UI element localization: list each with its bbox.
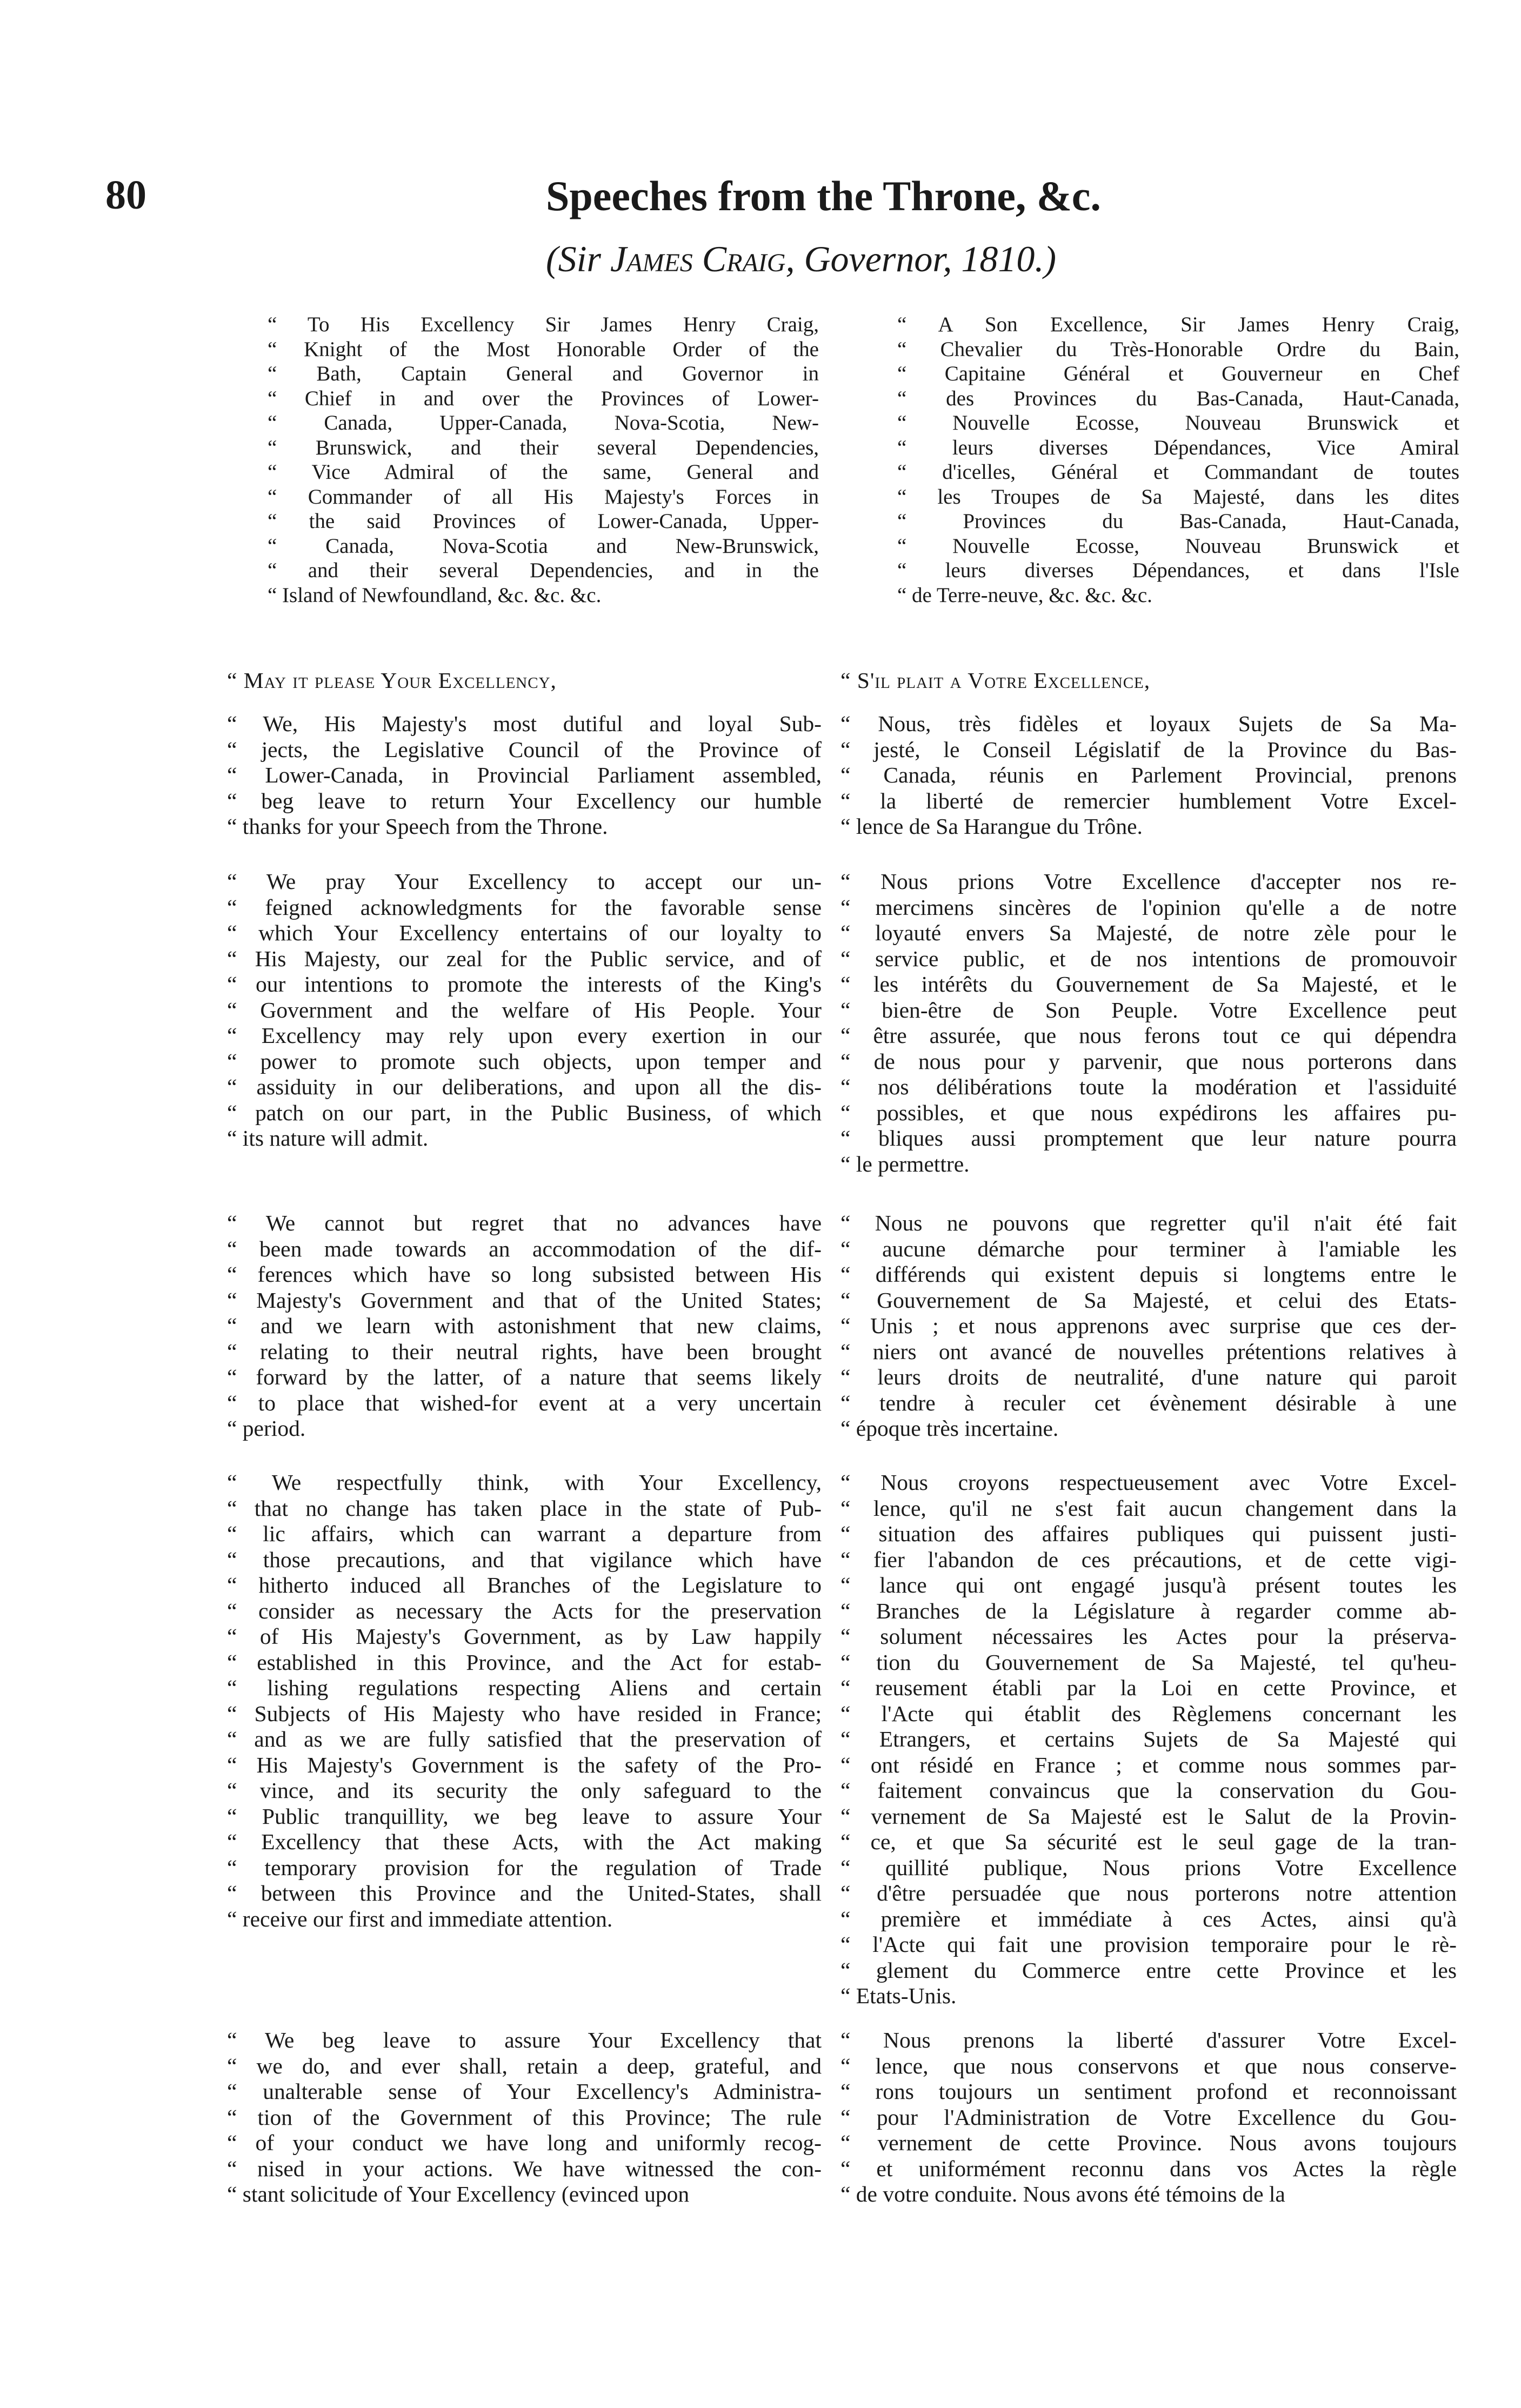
text-line: “ Etrangers, et certains Sujets de Sa Majesté qui: [840, 1727, 1457, 1751]
text-line: “ loyauté envers Sa Majesté, de notre zèle pour le: [840, 920, 1457, 945]
text-line: “ We beg leave to assure Your Excellency that: [227, 2028, 822, 2052]
text-line: “ Gouvernement de Sa Majesté, et celui des Etats-: [840, 1287, 1457, 1313]
text-line: “ situation des affaires publiques qui puissent justi-: [840, 1521, 1457, 1546]
text-line: “ la liberté de remercier humblement Votre Excel-: [840, 788, 1457, 813]
text-line: “ unalterable sense of Your Excellency's Administra-: [227, 2079, 822, 2104]
text-line: “ jesté, le Conseil Législatif de la Province du Bas-: [840, 737, 1457, 762]
text-line: “ leurs diverses Dépendances, Vice Amiral: [897, 436, 1459, 459]
text-line: “ être assurée, que nous ferons tout ce qui dépendra: [840, 1023, 1457, 1048]
text-line: “ vernement de Sa Majesté est le Salut de la Provin-: [840, 1803, 1457, 1829]
text-line: “ hitherto induced all Branches of the Legislature to: [227, 1573, 822, 1597]
text-line: “ niers ont avancé de nouvelles prétentions relatives à: [840, 1339, 1457, 1364]
text-line: “ Etats-Unis.: [840, 1983, 957, 2008]
text-line: “ le permettre.: [840, 1151, 970, 1176]
text-line: “ consider as necessary the Acts for the preservation: [227, 1598, 822, 1623]
text-line: “ We, His Majesty's most dutiful and loyal Sub-: [227, 711, 822, 736]
text-line: “ époque très incertaine.: [840, 1416, 1059, 1441]
subtitle-open: (Sir: [546, 238, 610, 279]
text-line: “ possibles, et que nous expédirons les affaires pu-: [840, 1100, 1457, 1125]
text-line: “ nised in your actions. We have witnessed the con-: [227, 2156, 822, 2181]
text-line: “ Canada, réunis en Parlement Provincial, prenons: [840, 762, 1457, 787]
text-line: “ Majesty's Government and that of the United States;: [227, 1287, 822, 1313]
text-line: “ established in this Province, and the Act for estab-: [227, 1649, 822, 1675]
french-paragraph: [840, 711, 1457, 840]
text-line: “ and we learn with astonishment that new claims,: [227, 1313, 822, 1338]
text-line: “ de nous pour y parvenir, que nous porterons dans: [840, 1048, 1457, 1074]
text-line: “ les intérêts du Gouvernement de Sa Majesté, et le: [840, 972, 1457, 996]
subtitle: [546, 238, 1056, 280]
english-address-block: [268, 312, 819, 607]
text-line: “ feigned acknowledgments for the favorable sense: [227, 894, 822, 920]
text-line: “ Nous, très fidèles et loyaux Sujets de Sa Ma-: [840, 711, 1457, 736]
text-line: “ des Provinces du Bas-Canada, Haut-Canada,: [897, 386, 1459, 410]
text-line: “ vernement de cette Province. Nous avons toujours: [840, 2130, 1457, 2155]
text-line: “ Unis ; et nous apprenons avec surprise que ces der-: [840, 1313, 1457, 1338]
text-line: “ quillité publique, Nous prions Votre Excellence: [840, 1855, 1457, 1880]
text-line: “ Provinces du Bas-Canada, Haut-Canada,: [897, 510, 1459, 533]
text-line: “ its nature will admit.: [227, 1126, 429, 1151]
text-line: “ Canada, Upper-Canada, Nova-Scotia, New-: [268, 411, 819, 434]
text-line: “ Canada, Nova-Scotia and New-Brunswick,: [268, 534, 819, 558]
text-line: “ l'Acte qui fait une provision temporaire pour le rè-: [840, 1932, 1457, 1957]
text-line: “ Nous prenons la liberté d'assurer Votre Excel-: [840, 2028, 1457, 2052]
text-line: “ tion du Gouvernement de Sa Majesté, tel qu'heu-: [840, 1649, 1457, 1675]
text-line: “ that no change has taken place in the state of Pub-: [227, 1495, 822, 1521]
text-line: “ bliques aussi promptement que leur nature pourra: [840, 1126, 1457, 1151]
page-number: 80: [105, 172, 146, 218]
french-paragraph: [840, 2028, 1457, 2208]
english-paragraph: [227, 869, 822, 1152]
text-line: “ service public, et de nos intentions de promouvoir: [840, 946, 1457, 971]
text-line: “ His Majesty, our zeal for the Public service, and of: [227, 946, 822, 971]
text-line: “ d'icelles, Général et Commandant de toutes: [897, 460, 1459, 484]
text-line: “ receive our first and immediate attention.: [227, 1906, 613, 1931]
text-line: “ Nouvelle Ecosse, Nouveau Brunswick et: [897, 411, 1459, 434]
salutation: “ May it please Your Excellency,: [227, 668, 557, 693]
text-line: “ Bath, Captain General and Governor in: [268, 362, 819, 385]
text-line: “ de Terre-neuve, &c. &c. &c.: [897, 583, 1152, 607]
text-line: “ d'être persuadée que nous porterons notre attention: [840, 1881, 1457, 1905]
french-salutation-block: [840, 668, 1457, 694]
text-line: “ nos délibérations toute la modération et l'assiduité: [840, 1074, 1457, 1099]
text-line: “ de votre conduite. Nous avons été témoins de la: [840, 2182, 1285, 2206]
salutation: “ S'il plait a Votre Excellence,: [840, 668, 1151, 693]
subtitle-name: James Craig: [610, 238, 786, 279]
text-line: “ patch on our part, in the Public Business, of which: [227, 1100, 822, 1125]
text-line: “ ont résidé en France ; et comme nous sommes par-: [840, 1752, 1457, 1777]
text-line: “ His Majesty's Government is the safety of the Pro-: [227, 1752, 822, 1777]
text-line: “ différends qui existent depuis si longtems entre le: [840, 1262, 1457, 1287]
english-paragraph: [227, 1470, 822, 1932]
text-line: “ lance qui ont engagé jusqu'à présent toutes les: [840, 1573, 1457, 1597]
text-line: “ assiduity in our deliberations, and upon all the dis-: [227, 1074, 822, 1099]
text-line: “ aucune démarche pour terminer à l'amiable les: [840, 1236, 1457, 1261]
french-paragraph: [840, 869, 1457, 1177]
text-line: “ Branches de la Législature à regarder comme ab-: [840, 1598, 1457, 1623]
text-line: “ been made towards an accommodation of the dif-: [227, 1236, 822, 1261]
text-line: “ Nous prions Votre Excellence d'accepter nos re-: [840, 869, 1457, 894]
text-line: “ Government and the welfare of His People. Your: [227, 997, 822, 1022]
text-line: “ Commander of all His Majesty's Forces in: [268, 485, 819, 509]
text-line: “ Nouvelle Ecosse, Nouveau Brunswick et: [897, 534, 1459, 558]
text-line: “ power to promote such objects, upon temper and: [227, 1048, 822, 1074]
french-paragraph: [840, 1210, 1457, 1442]
text-line: “ which Your Excellency entertains of our loyalty to: [227, 920, 822, 945]
text-line: “ les Troupes de Sa Majesté, dans les dites: [897, 485, 1459, 509]
running-title: Speeches from the Throne, &c.: [546, 172, 1101, 219]
text-line: “ première et immédiate à ces Actes, ainsi qu'à: [840, 1906, 1457, 1931]
text-line: “ Chief in and over the Provinces of Lower-: [268, 386, 819, 410]
text-line: “ period.: [227, 1416, 306, 1441]
text-line: “ We cannot but regret that no advances have: [227, 1210, 822, 1235]
french-address-block: [897, 312, 1459, 607]
english-salutation-block: [227, 668, 822, 694]
text-line: “ Island of Newfoundland, &c. &c. &c.: [268, 583, 602, 607]
english-paragraph: [227, 2028, 822, 2208]
text-line: “ l'Acte qui établit des Règlemens concernant les: [840, 1701, 1457, 1726]
text-line: “ those precautions, and that vigilance which have: [227, 1547, 822, 1572]
text-line: “ Brunswick, and their several Dependencies,: [268, 436, 819, 459]
text-line: “ Lower-Canada, in Provincial Parliament assembled,: [227, 762, 822, 787]
text-line: “ ce, et que Sa sécurité est le seul gage de la tran-: [840, 1829, 1457, 1854]
text-line: “ to place that wished-for event at a very uncertain: [227, 1390, 822, 1415]
text-line: “ faitement convaincus que la conservation du Gou-: [840, 1778, 1457, 1803]
text-line: “ lishing regulations respecting Aliens and certain: [227, 1675, 822, 1700]
text-line: “ our intentions to promote the interests of the King's: [227, 972, 822, 996]
french-paragraph: [840, 1470, 1457, 2009]
text-line: “ bien-être de Son Peuple. Votre Excellence peut: [840, 997, 1457, 1022]
text-line: “ stant solicitude of Your Excellency (evinced upon: [227, 2182, 690, 2206]
text-line: “ We respectfully think, with Your Excellency,: [227, 1470, 822, 1495]
text-line: “ Nous ne pouvons que regretter qu'il n'ait été fait: [840, 1210, 1457, 1235]
text-line: “ forward by the latter, of a nature that seems likely: [227, 1364, 822, 1389]
text-line: “ Knight of the Most Honorable Order of the: [268, 337, 819, 361]
text-line: “ lic affairs, which can warrant a departure from: [227, 1521, 822, 1546]
text-line: “ lence, qu'il ne s'est fait aucun changement dans la: [840, 1495, 1457, 1521]
text-line: “ tion of the Government of this Province; The rule: [227, 2104, 822, 2130]
text-line: “ lence, que nous conservons et que nous conserve-: [840, 2053, 1457, 2078]
text-line: “ Vice Admiral of the same, General and: [268, 460, 819, 484]
text-line: “ reusement établi par la Loi en cette Province, et: [840, 1675, 1457, 1700]
text-line: “ Excellency may rely upon every exertion in our: [227, 1023, 822, 1048]
text-line: “ jects, the Legislative Council of the Province of: [227, 737, 822, 762]
text-line: “ lence de Sa Harangue du Trône.: [840, 814, 1143, 839]
text-line: “ leurs diverses Dépendances, et dans l'Isle: [897, 559, 1459, 582]
text-line: “ ferences which have so long subsisted between His: [227, 1262, 822, 1287]
text-line: “ vince, and its security the only safeguard to the: [227, 1778, 822, 1803]
text-line: “ mercimens sincères de l'opinion qu'elle a de notre: [840, 894, 1457, 920]
text-line: “ Capitaine Général et Gouverneur en Chef: [897, 362, 1459, 385]
text-line: “ et uniformément reconnu dans vos Actes la règle: [840, 2156, 1457, 2181]
text-line: “ of His Majesty's Government, as by Law happily: [227, 1624, 822, 1649]
text-line: “ and as we are fully satisfied that the preservation of: [227, 1727, 822, 1751]
text-line: “ Subjects of His Majesty who have resided in France;: [227, 1701, 822, 1726]
text-line: “ thanks for your Speech from the Throne.: [227, 814, 608, 839]
text-line: “ Chevalier du Très-Honorable Ordre du Bain,: [897, 337, 1459, 361]
text-line: “ tendre à reculer cet évènement désirable à une: [840, 1390, 1457, 1415]
text-line: “ of your conduct we have long and uniformly recog-: [227, 2130, 822, 2155]
text-line: “ Public tranquillity, we beg leave to assure Your: [227, 1803, 822, 1829]
text-line: “ rons toujours un sentiment profond et reconnoissant: [840, 2079, 1457, 2104]
text-line: “ A Son Excellence, Sir James Henry Craig,: [897, 313, 1459, 336]
text-line: “ Excellency that these Acts, with the Act making: [227, 1829, 822, 1854]
english-paragraph: [227, 711, 822, 840]
text-line: “ Nous croyons respectueusement avec Votre Excel-: [840, 1470, 1457, 1495]
text-line: “ and their several Dependencies, and in the: [268, 559, 819, 582]
text-line: “ beg leave to return Your Excellency our humble: [227, 788, 822, 813]
text-line: “ fier l'abandon de ces précautions, et de cette vigi-: [840, 1547, 1457, 1572]
text-line: “ glement du Commerce entre cette Province et les: [840, 1957, 1457, 1983]
text-line: “ relating to their neutral rights, have been brought: [227, 1339, 822, 1364]
subtitle-rest: , Governor, 1810.): [785, 238, 1056, 279]
text-line: “ To His Excellency Sir James Henry Craig,: [268, 313, 819, 336]
text-line: “ between this Province and the United-States, shall: [227, 1881, 822, 1905]
text-line: “ leurs droits de neutralité, d'une nature qui paroit: [840, 1364, 1457, 1389]
english-paragraph: [227, 1210, 822, 1442]
text-line: “ solument nécessaires les Actes pour la préserva-: [840, 1624, 1457, 1649]
text-line: “ the said Provinces of Lower-Canada, Upper-: [268, 510, 819, 533]
text-line: “ we do, and ever shall, retain a deep, grateful, and: [227, 2053, 822, 2078]
text-line: “ We pray Your Excellency to accept our un-: [227, 869, 822, 894]
text-line: “ pour l'Administration de Votre Excellence du Gou-: [840, 2104, 1457, 2130]
text-line: “ temporary provision for the regulation of Trade: [227, 1855, 822, 1880]
